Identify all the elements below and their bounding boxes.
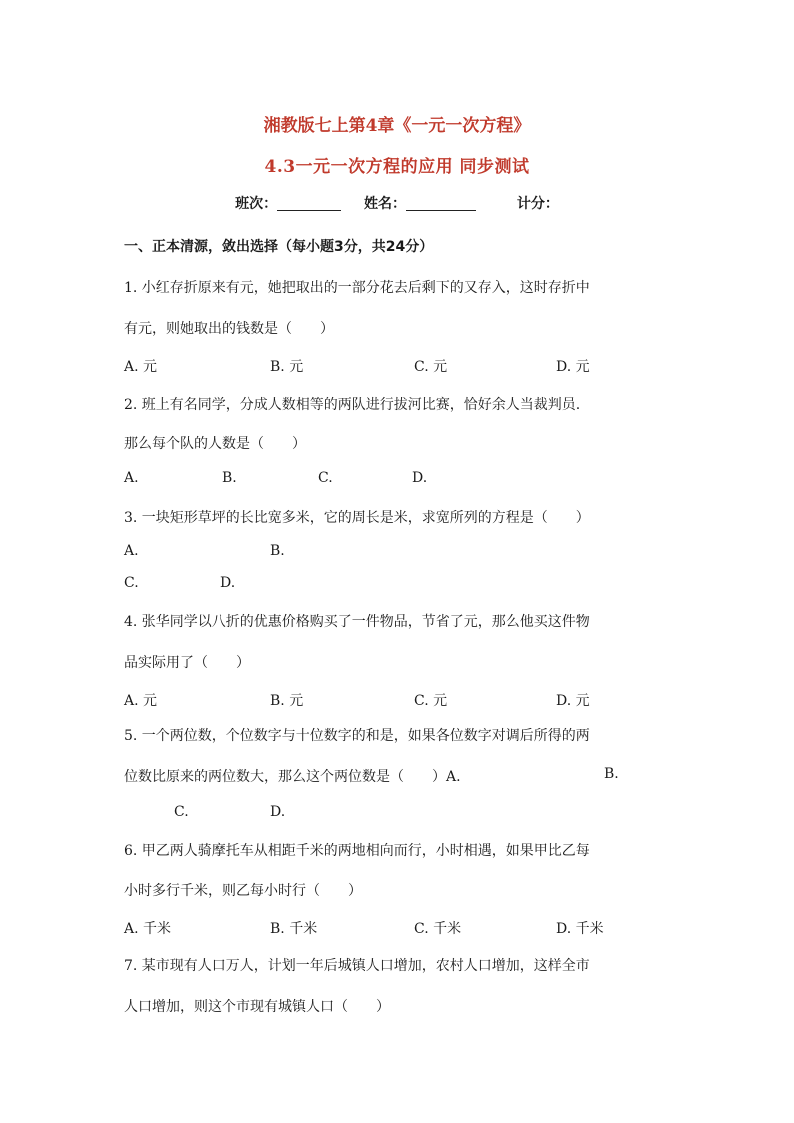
q1-option-c: C. 元 [414,359,448,375]
document-title: 湘教版七上第4章《一元一次方程》 [263,116,531,136]
q3-option-c: C. [124,575,139,591]
class-blank [277,196,341,211]
student-info-row [0,193,794,213]
q6-option-c: C. 千米 [414,921,462,937]
q1-line2: 有元，则她取出的钱数是（ ） [124,321,334,337]
q6-option-d: D. 千米 [556,921,604,937]
q5-option-c: C. [174,804,189,820]
q4-line1: 4. 张华同学以八折的优惠价格购买了一件物品，节省了元，那么他买这件物 [124,614,590,630]
q3-option-b: B. [270,543,285,559]
q6-line2: 小时多行千米，则乙每小时行（ ） [124,883,362,899]
q2-option-d: D. [412,470,428,486]
name-blank [406,196,476,211]
section-heading: 一、正本清源，敛出选择（每小题3分，共24分） [124,239,434,255]
class-label: 班次： [235,196,278,212]
q5-option-b: B. [604,766,619,782]
q1-option-d: D. 元 [556,359,590,375]
q3-option-d: D. [220,575,236,591]
q2-line2: 那么每个队的人数是（ ） [124,436,306,452]
q3-option-a: A. [124,543,139,559]
q5-line1: 5. 一个两位数，个位数字与十位数字的和是，如果各位数字对调后所得的两 [124,728,590,744]
q1-option-a: A. 元 [124,359,158,375]
q4-option-d: D. 元 [556,693,590,709]
q2-option-a: A. [124,470,139,486]
document-subtitle: 4.3一元一次方程的应用 同步测试 [264,157,530,177]
q3-line1: 3. 一块矩形草坪的长比宽多米，它的周长是米，求宽所列的方程是（ ） [124,510,590,526]
q1-option-b: B. 元 [270,359,304,375]
q2-option-c: C. [318,470,333,486]
q4-option-a: A. 元 [124,693,158,709]
q1-line1: 1. 小红存折原来有元，她把取出的一部分花去后剩下的又存入，这时存折中 [124,280,590,296]
q2-option-b: B. [222,470,237,486]
name-label: 姓名： [364,196,406,212]
score-label: 计分： [516,196,559,212]
q6-option-b: B. 千米 [270,921,318,937]
q2-line1: 2. 班上有名同学，分成人数相等的两队进行拔河比赛，恰好余人当裁判员. [124,397,581,413]
q4-line2: 品实际用了（ ） [124,655,250,671]
q4-option-b: B. 元 [270,693,304,709]
q5-line2: 位数比原来的两位数大，那么这个两位数是（ ）A. [124,769,461,785]
q7-line1: 7. 某市现有人口万人，计划一年后城镇人口增加，农村人口增加，这样全市 [124,958,590,974]
q4-option-c: C. 元 [414,693,448,709]
q7-line2: 人口增加，则这个市现有城镇人口（ ） [124,999,390,1015]
q5-option-d: D. [270,804,286,820]
q6-line1: 6. 甲乙两人骑摩托车从相距千米的两地相向而行，小时相遇，如果甲比乙每 [124,843,590,859]
q6-option-a: A. 千米 [124,921,172,937]
